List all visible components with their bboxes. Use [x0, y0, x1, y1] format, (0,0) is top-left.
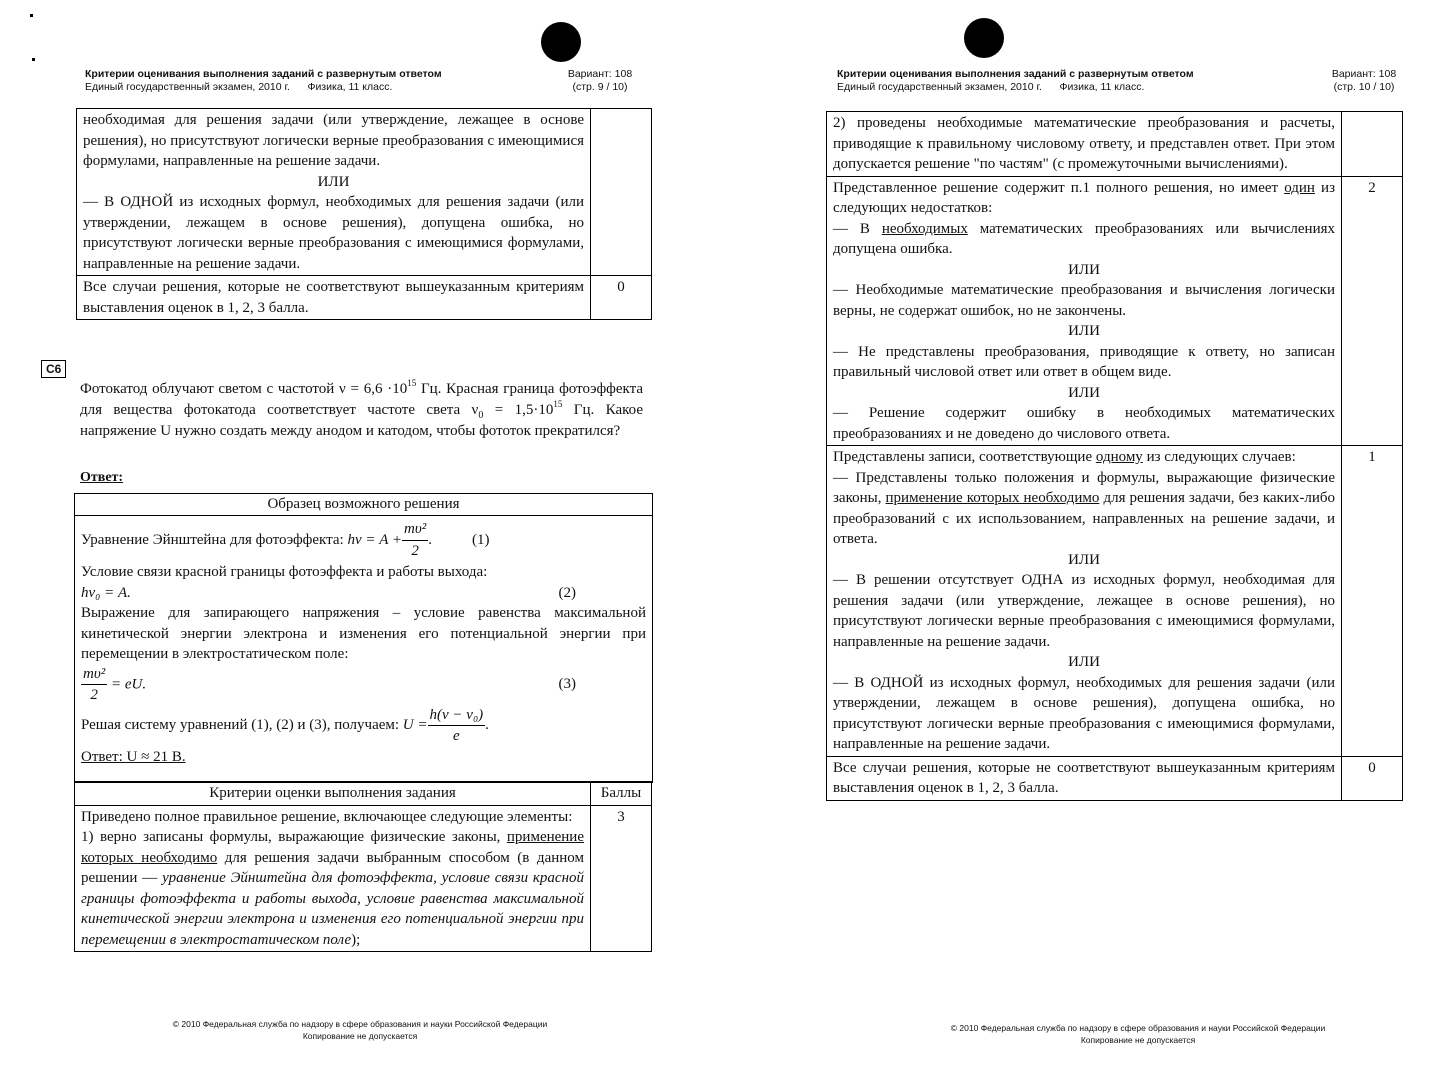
criteria-text: — В [833, 220, 882, 237]
criteria-text: для решения задачи выбранным способом (в данном решении — [81, 849, 584, 886]
numerator: mυ² [402, 519, 428, 541]
fraction [81, 664, 107, 706]
answer-label: Ответ: [80, 470, 124, 485]
criteria-text: Приведено полное правильное решение, включающее следующие элементы: [81, 808, 573, 825]
underlined-text: один [1284, 179, 1315, 196]
fraction [428, 705, 486, 747]
page-footer [100, 1018, 620, 1042]
criteria-text: математических преобразованиях или вычислениях допущена ошибка. [833, 220, 1335, 257]
criteria-text: — Представлены только положения и формулы, выражающие физические законы, [833, 469, 1335, 506]
task-text: Гц. Красная граница фотоэффекта для вещества фотокатода соответствует частоте света ν [80, 381, 643, 418]
criteria-text: — В ОДНОЙ из исходных формул, необходимых для решения задачи (или утверждении, лежащем в основе решения), допущена ошибка, но присутствуют логически верные преобразования с имеющимися формулами, направленные на решение задачи. [83, 194, 584, 272]
points-header: Баллы [591, 782, 652, 806]
punch-hole-icon [964, 18, 1004, 58]
criteria-text: из следующих недостатков: [833, 179, 1336, 216]
criteria-text: — В ОДНОЙ из исходных формул, необходимых для решения задачи (или утверждении, лежащем в основе решения), допущена ошибка, но присутствуют логически верные преобразования с имеющимися формулами, направленные на решение задачи. [833, 674, 1335, 752]
solution-title: Образец возможного решения [75, 494, 652, 516]
right-page [728, 0, 1456, 1066]
table-row [827, 756, 1403, 800]
table-row [827, 446, 1403, 757]
page-number: (стр. 10 / 10) [1333, 81, 1395, 93]
table-row [827, 112, 1403, 177]
solution-text: Выражение для запирающего напряжения – условие равенства максимальной кинетической энергии электрона и изменения его потенциальной энергии при перемещении в электростатическом поле: [81, 605, 646, 662]
criteria-text: 2) проведены необходимые математические преобразования и расчеты, приводящие к правильному числовому ответу, и представлен ответ. При этом допускается решение "по частям" (с промежуточными вычислениями). [827, 112, 1342, 177]
equation-4: Решая систему уравнений (1), (2) и (3), получаем: U = $\frac{\text{h(ν − ν₀)}}{e}$ . [81, 705, 646, 747]
task-text: Гц. Какое напряжение U нужно создать между анодом и катодом, чтобы фототок прекратился? [80, 402, 643, 439]
criteria-text: Все случаи решения, которые не соответствуют вышеуказанным критериям выставления оценок в 1, 2, 3 балла. [77, 276, 591, 320]
score-cell [1342, 112, 1403, 177]
scan-speck [32, 58, 35, 61]
scan-speck [30, 14, 33, 17]
table-row [75, 805, 652, 952]
footer-notice: Копирование не допускается [302, 1031, 418, 1041]
underlined-text: одному [1095, 449, 1143, 465]
italic-text: уравнение Эйнштейна для фотоэффекта, условие связи красной границы фотоэффекта и работы выхода, условие равенства максимальной кинетической энергии электрона и изменения его потенциальной энергии при перемещении в электростатическом поле [81, 870, 585, 948]
exponent: 15 [407, 378, 417, 388]
header-subtitle: Единый государственный экзамен, 2010 г. Физика, 11 класс. [85, 81, 393, 93]
page-footer [878, 1022, 1398, 1046]
table-row [77, 276, 652, 320]
criteria-table-right [826, 111, 1403, 801]
equation-number: (3) [558, 676, 576, 693]
denominator: 2 [411, 542, 419, 559]
footer-notice: Копирование не допускается [1080, 1035, 1196, 1045]
equation-2 [81, 583, 646, 604]
score-cell [591, 109, 652, 276]
footer-copyright: © 2010 Федеральная служба по надзору в сфере образования и науки Российской Федерации [950, 1023, 1326, 1033]
footer-copyright: © 2010 Федеральная служба по надзору в сфере образования и науки Российской Федерации [172, 1019, 548, 1029]
solution-box [74, 493, 653, 783]
variant-label: Вариант: 108 [567, 68, 633, 80]
equation-number: (2) [558, 584, 576, 601]
underlined-text: необходимых [881, 220, 968, 237]
punch-hole-icon [541, 22, 581, 62]
or-label: ИЛИ [1068, 551, 1100, 568]
score-cell: 1 [1342, 446, 1403, 757]
equation-part: hν₀ = A. [81, 584, 131, 601]
criteria-text: — Необходимые математические преобразования и вычисления логически верны, не содержат ошибок, но не закончены. [833, 282, 1335, 319]
subscript: 0 [478, 410, 484, 421]
equation-3 [81, 665, 646, 705]
solution-text: Решая систему уравнений (1), (2) и (3), получаем: [81, 717, 400, 734]
or-label: ИЛИ [317, 173, 350, 190]
equation-part: U = [402, 717, 428, 734]
header-title: Критерии оценивания выполнения заданий с развернутым ответом [837, 68, 1194, 80]
task-text: = 1,5·10 [483, 402, 554, 418]
criteria-text: 1) верно записаны формулы, выражающие физические законы, [81, 829, 507, 845]
score-cell: 0 [1342, 756, 1403, 800]
solution-text: Условие связи красной границы фотоэффекта и работы выхода: [81, 564, 488, 580]
solution-body [75, 516, 652, 769]
score-cell: 0 [591, 276, 652, 320]
score-cell: 3 [591, 805, 652, 952]
criteria-text: — Не представлены преобразования, приводящие к ответу, но записан правильный числовой ответ или ответ в общем виде. [833, 343, 1335, 380]
table-row [827, 176, 1403, 446]
fraction [402, 519, 428, 561]
variant-label: Вариант: 108 [1331, 68, 1397, 80]
denominator: e [453, 728, 460, 744]
numerator: h(ν − ν₀) [428, 705, 486, 727]
or-label: ИЛИ [1068, 654, 1100, 670]
page-header [85, 68, 645, 94]
criteria-text: Представленное решение содержит п.1 полного решения, но имеет [833, 179, 1285, 196]
equation-part: = eU. [110, 675, 147, 692]
criteria-text [81, 827, 584, 950]
task-text: Фотокатод облучают светом с частотой ν = 6,6 ·10 [80, 381, 408, 397]
underlined-text: применение которых необходимо [81, 829, 584, 866]
criteria-text: ); [351, 931, 361, 948]
page-number: (стр. 9 / 10) [572, 81, 628, 93]
solution-answer: Ответ: U ≈ 21 В. [81, 748, 186, 765]
criteria-text: — Решение содержит ошибку в необходимых математических преобразованиях и не доведено до числового ответа. [833, 405, 1335, 442]
criteria-table-top [76, 108, 652, 320]
equation-1: Уравнение Эйнштейна для фотоэффекта: hν = A + $\frac{\text{mυ²}}{2}$ . (1) [81, 518, 646, 562]
header-title: Критерии оценивания выполнения заданий с развернутым ответом [85, 68, 442, 80]
solution-text: Уравнение Эйнштейна для фотоэффекта: [81, 531, 344, 548]
or-label: ИЛИ [1068, 323, 1100, 339]
underlined-text: применение которых необходимо [885, 490, 1100, 506]
denominator: 2 [90, 687, 98, 703]
table-row [77, 109, 652, 276]
criteria-header: Критерии оценки выполнения задания [75, 782, 591, 806]
exponent: 15 [553, 399, 563, 409]
criteria-text: для решения задачи, без каких-либо преобразований с их использованием, направленных на решение задачи, и ответа. [833, 490, 1335, 547]
criteria-text: из следующих случаев: [1142, 449, 1296, 465]
criteria-text: Все случаи решения, которые не соответствуют вышеуказанным критериям выставления оценок в 1, 2, 3 балла. [827, 756, 1342, 800]
or-label: ИЛИ [1068, 261, 1100, 278]
equation-part: hν = A + [347, 531, 403, 548]
task-statement [80, 379, 643, 442]
criteria-text: — В решении отсутствует ОДНА из исходных формул, необходимая для решения задачи (или утверждение, лежащее в основе решения), но присутствуют логически верные преобразования с имеющимися формулами, направленные на решение задачи. [833, 572, 1335, 650]
task-tag: С6 [41, 360, 66, 378]
criteria-text: необходимая для решения задачи (или утверждение, лежащее в основе решения), но присутствуют логически верные преобразования с имеющимися формулами, направленные на решение задачи. [83, 112, 584, 169]
criteria-text: Представлены записи, соответствующие [833, 449, 1096, 465]
equation-number: (1) [471, 531, 490, 548]
page-header [837, 68, 1407, 94]
criteria-table-bottom [74, 781, 652, 952]
header-subtitle: Единый государственный экзамен, 2010 г. Физика, 11 класс. [837, 81, 1145, 93]
numerator: mυ² [81, 664, 107, 686]
score-cell: 2 [1342, 176, 1403, 446]
table-header-row [75, 782, 652, 806]
or-label: ИЛИ [1068, 384, 1100, 401]
